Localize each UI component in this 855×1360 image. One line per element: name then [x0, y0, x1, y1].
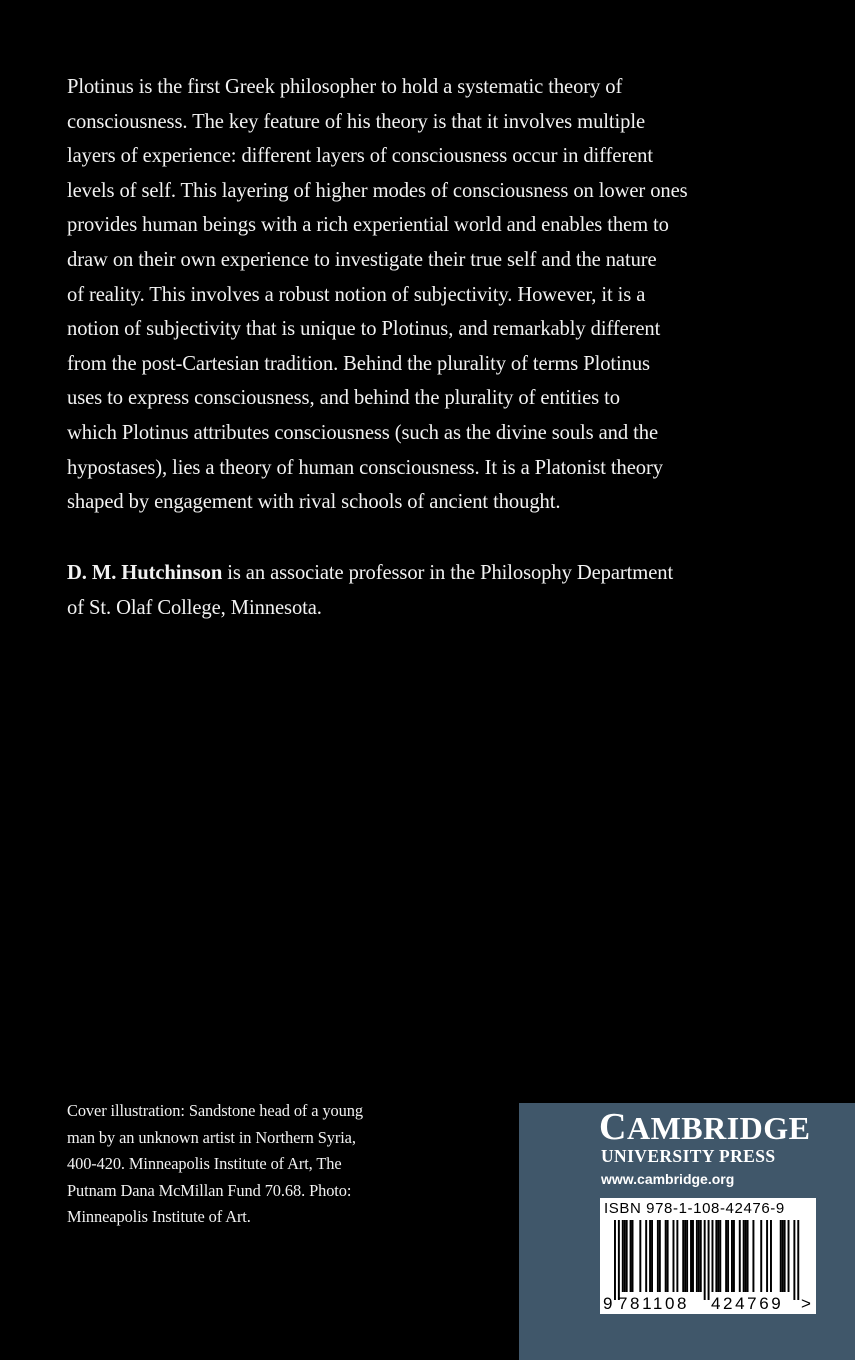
barcode-guard-bar [614, 1220, 616, 1300]
barcode-bar [698, 1220, 700, 1292]
publisher-logo [599, 1107, 855, 1148]
author-bio-line [67, 556, 767, 591]
author-name: D. M. Hutchinson [67, 562, 223, 584]
barcode-guard-bar [793, 1220, 795, 1300]
barcode-bar [780, 1220, 782, 1292]
barcode-bar [731, 1220, 733, 1292]
barcode-bar [676, 1220, 678, 1292]
barcode-icon [600, 1220, 816, 1314]
description-line: Plotinus is the first Greek philosopher to hold a systematic theory of [67, 76, 623, 98]
author-bio-text: is an associate professor in the Philosophy Department [222, 562, 674, 584]
barcode-guard-bar [708, 1220, 710, 1300]
barcode-bar [690, 1220, 692, 1292]
barcode-bar [692, 1220, 694, 1292]
barcode-bar [739, 1220, 741, 1292]
barcode-bar [743, 1220, 745, 1292]
barcode-bar [632, 1220, 634, 1292]
cover-credit-line: Cover illustration: Sandstone head of a young [67, 1101, 363, 1120]
barcode-bar [719, 1220, 721, 1292]
barcode-bar [659, 1220, 661, 1292]
barcode-bar [665, 1220, 667, 1292]
publisher-panel [519, 1103, 855, 1360]
barcode-bar [784, 1220, 786, 1292]
description-line: draw on their own experience to investigate their true self and the nature [67, 248, 657, 271]
barcode-bar [639, 1220, 641, 1292]
publisher-subtitle: UNIVERSITY PRESS [601, 1146, 776, 1166]
barcode-guard-bar [618, 1220, 620, 1300]
barcode-bar [747, 1220, 749, 1292]
barcode-bar [712, 1220, 714, 1292]
barcode-bar [624, 1220, 626, 1292]
barcode-bar [715, 1220, 717, 1292]
barcode-right-digits: 424769 [711, 1294, 784, 1313]
barcode-bars [614, 1220, 799, 1300]
barcode-bar [752, 1220, 754, 1292]
barcode-bar [745, 1220, 747, 1292]
description-line: shaped by engagement with rival schools of ancient thought. [67, 491, 561, 514]
barcode-guard-bar [797, 1220, 799, 1300]
isbn-barcode [600, 1198, 816, 1314]
description-line: from the post-Cartesian tradition. Behind the plurality of terms Plotinus [67, 352, 650, 375]
description-line: which Plotinus attributes consciousness (such as the divine souls and the [67, 421, 658, 444]
barcode-lead-digit: 9 [603, 1294, 613, 1313]
barcode-guard-bar [704, 1220, 706, 1300]
barcode-bar [717, 1220, 719, 1292]
barcode-bar [766, 1220, 768, 1292]
barcode-bar [657, 1220, 659, 1292]
barcode-bar [684, 1220, 686, 1292]
barcode-bar [727, 1220, 729, 1292]
barcode-bar [733, 1220, 735, 1292]
barcode-left-digits: 781108 [618, 1294, 690, 1313]
barcode-bar [622, 1220, 624, 1292]
barcode-bar [626, 1220, 628, 1292]
author-bio [67, 556, 767, 625]
cover-credit-line: Putnam Dana McMillan Fund 70.68. Photo: [67, 1180, 352, 1200]
barcode-bar [696, 1220, 698, 1292]
author-bio-line: of St. Olaf College, Minnesota. [67, 596, 322, 619]
isbn-label: ISBN 978-1-108-42476-9 [604, 1200, 785, 1217]
barcode-bar [725, 1220, 727, 1292]
description-line: consciousness. The key feature of his theory is that it involves multiple [67, 110, 645, 133]
barcode-bar [700, 1220, 702, 1292]
barcode-bar [651, 1220, 653, 1292]
barcode-bar [673, 1220, 675, 1292]
barcode-bar [630, 1220, 632, 1292]
barcode-bar [682, 1220, 684, 1292]
barcode-bar [649, 1220, 651, 1292]
cover-credit-line: man by an unknown artist in Northern Syria, [67, 1127, 356, 1147]
description-line: notion of subjectivity that is unique to Plotinus, and remarkably different [67, 318, 661, 341]
barcode-bar [788, 1220, 790, 1292]
barcode-bar [667, 1220, 669, 1292]
barcode-bar [782, 1220, 784, 1292]
description-line: of reality. This involves a robust notion of subjectivity. However, it is a [67, 283, 646, 306]
cover-credit-line: 400-420. Minneapolis Institute of Art, The [67, 1154, 342, 1174]
cover-credit [67, 1098, 487, 1231]
book-description [67, 70, 767, 520]
description-line: uses to express consciousness, and behind the plurality of entities to [67, 387, 620, 410]
publisher-name-rest: AMBRIDGE [626, 1110, 811, 1146]
description-line: levels of self. This layering of higher modes of consciousness on lower ones [67, 179, 688, 202]
barcode-bar [770, 1220, 772, 1292]
publisher-name-initial: C [599, 1106, 627, 1148]
barcode-end-mark: > [801, 1294, 811, 1313]
barcode-bar [645, 1220, 647, 1292]
barcode-bar [686, 1220, 688, 1292]
cover-credit-line: Minneapolis Institute of Art. [67, 1207, 251, 1227]
barcode-bar [760, 1220, 762, 1292]
description-line: layers of experience: different layers of consciousness occur in different [67, 145, 653, 168]
description-line: hypostases), lies a theory of human consciousness. It is a Platonist theory [67, 456, 663, 479]
publisher-url: www.cambridge.org [601, 1171, 735, 1187]
description-line: provides human beings with a rich experiential world and enables them to [67, 214, 669, 237]
